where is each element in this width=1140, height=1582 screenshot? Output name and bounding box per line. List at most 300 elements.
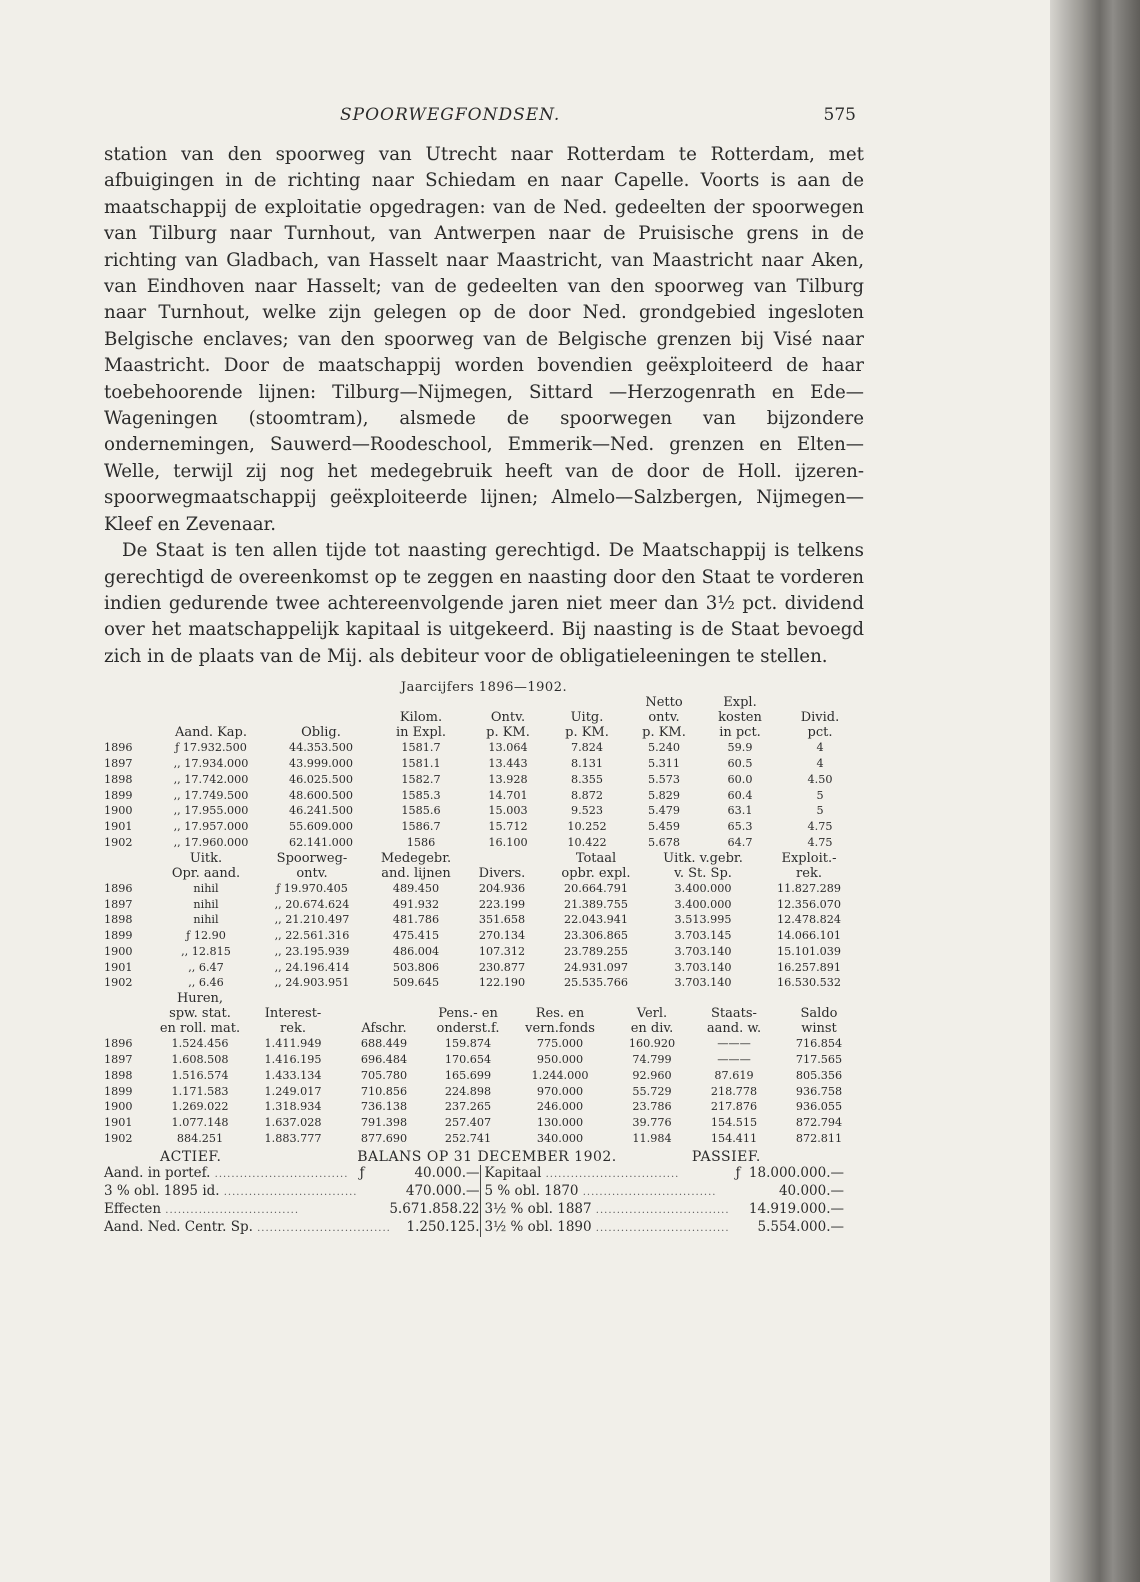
balance-left-title: ACTIEF. bbox=[160, 1148, 222, 1165]
header-cell: kosten bbox=[718, 710, 762, 726]
value-cell: 7.824 bbox=[570, 741, 604, 755]
value-cell: 1586 bbox=[406, 835, 436, 849]
table-row bbox=[104, 897, 864, 913]
table-row bbox=[104, 740, 864, 756]
value-cell: 4.75 bbox=[807, 835, 833, 849]
balance-liability-value: 5.554.000.— bbox=[757, 1219, 844, 1236]
table-row bbox=[104, 1115, 864, 1131]
value-cell: 13.928 bbox=[488, 772, 528, 786]
header-cell: Totaal bbox=[575, 850, 617, 866]
value-cell: 257.407 bbox=[444, 1116, 492, 1130]
balance-liability-label-text: 3½ % obl. 1887 bbox=[484, 1200, 592, 1217]
table-header-row bbox=[104, 991, 864, 1006]
value-cell: ,, 17.749.500 bbox=[173, 788, 249, 802]
value-cell: 65.3 bbox=[727, 820, 753, 834]
value-cell: 13.064 bbox=[488, 741, 528, 755]
value-cell: 46.025.500 bbox=[288, 772, 354, 786]
value-cell: 3.703.145 bbox=[674, 929, 732, 943]
value-cell: 230.877 bbox=[478, 960, 526, 974]
value-cell: 3.703.140 bbox=[674, 976, 732, 990]
header-cell: p. KM. bbox=[642, 725, 686, 741]
value-cell: ——— bbox=[717, 1053, 751, 1067]
value-cell: 340.000 bbox=[536, 1132, 584, 1146]
value-cell: 55.729 bbox=[632, 1084, 672, 1098]
value-cell: nihil bbox=[193, 881, 219, 895]
value-cell: 491.932 bbox=[392, 897, 440, 911]
value-cell: 710.856 bbox=[360, 1084, 408, 1098]
value-cell: ,, 24.196.414 bbox=[274, 960, 350, 974]
value-cell: 10.422 bbox=[567, 835, 607, 849]
page-number: 575 bbox=[823, 105, 856, 125]
header-cell: Netto bbox=[645, 695, 683, 711]
balance-liability-value: 14.919.000.— bbox=[748, 1201, 844, 1218]
year-cell: 1896 bbox=[104, 741, 133, 755]
balance-liability-label-text: 3½ % obl. 1890 bbox=[484, 1218, 592, 1235]
value-cell: 11.827.289 bbox=[776, 881, 842, 895]
table-row bbox=[104, 1099, 864, 1115]
value-cell: ,, 17.960.000 bbox=[173, 835, 249, 849]
header-cell: Uitk. v.gebr. bbox=[663, 850, 743, 866]
header-cell bbox=[156, 710, 266, 725]
header-cell bbox=[550, 695, 624, 710]
value-cell: 877.690 bbox=[360, 1132, 408, 1146]
header-cell: Afschr. bbox=[361, 1021, 407, 1037]
year-cell: 1902 bbox=[104, 835, 133, 849]
header-cell bbox=[776, 695, 864, 710]
table-annual-figures-3 bbox=[104, 991, 864, 1147]
value-cell: 351.658 bbox=[478, 913, 526, 927]
value-cell: ,, 6.46 bbox=[188, 976, 224, 990]
value-cell: 481.786 bbox=[392, 913, 440, 927]
value-cell: 25.535.766 bbox=[563, 976, 629, 990]
table-row bbox=[104, 756, 864, 772]
balance-asset-label bbox=[104, 1201, 354, 1219]
balance-asset-value: 40.000.— bbox=[414, 1165, 480, 1182]
value-cell: 15.101.039 bbox=[776, 944, 842, 958]
value-cell: 5.829 bbox=[647, 788, 681, 802]
value-cell: 1.171.583 bbox=[171, 1084, 229, 1098]
balance-asset-value: 470.000.— bbox=[405, 1183, 480, 1200]
value-cell: 107.312 bbox=[478, 944, 526, 958]
value-cell: 4 bbox=[816, 756, 824, 770]
header-cell: in Expl. bbox=[395, 725, 447, 741]
value-cell: 23.306.865 bbox=[563, 929, 629, 943]
value-cell: 63.1 bbox=[727, 804, 753, 818]
balance-sheet bbox=[104, 1165, 844, 1237]
header-cell: v. St. Sp. bbox=[674, 865, 732, 881]
year-cell: 1896 bbox=[104, 881, 133, 895]
balance-liability-label-text: 5 % obl. 1870 bbox=[484, 1182, 579, 1199]
value-cell: 486.004 bbox=[392, 944, 440, 958]
header-cell: Uitk. bbox=[189, 850, 223, 866]
year-cell: 1897 bbox=[104, 756, 133, 770]
header-cell bbox=[694, 991, 774, 1006]
year-cell: 1900 bbox=[104, 1100, 133, 1114]
header-cell bbox=[104, 695, 156, 710]
table-header-row bbox=[104, 1021, 864, 1036]
value-cell: 14.701 bbox=[488, 788, 528, 802]
value-cell: 705.780 bbox=[360, 1068, 408, 1082]
header-cell bbox=[104, 725, 156, 740]
running-header bbox=[104, 100, 864, 130]
value-cell: 805.356 bbox=[795, 1068, 843, 1082]
year-cell: 1898 bbox=[104, 772, 133, 786]
balance-asset-label-text: 3 % obl. 1895 id. bbox=[104, 1182, 220, 1199]
year-cell: 1898 bbox=[104, 1068, 133, 1082]
header-cell: rek. bbox=[280, 1021, 306, 1037]
table-row bbox=[104, 928, 864, 944]
book-page-edges bbox=[1050, 0, 1140, 1582]
header-cell: ontv. bbox=[296, 865, 328, 881]
table-annual-figures-2 bbox=[104, 851, 864, 992]
balance-asset-value: 1.250.125. bbox=[406, 1219, 480, 1236]
year-cell: 1902 bbox=[104, 1132, 133, 1146]
value-cell: ,, 23.195.939 bbox=[274, 944, 350, 958]
balance-liability-label bbox=[480, 1201, 730, 1219]
balance-asset-label bbox=[104, 1218, 391, 1237]
value-cell: ,, 22.561.316 bbox=[274, 929, 350, 943]
header-cell: Uitg. bbox=[570, 710, 604, 726]
value-cell: 1.608.508 bbox=[171, 1053, 229, 1067]
value-cell: ,, 17.934.000 bbox=[173, 756, 249, 770]
dot-leader: ................................ bbox=[578, 1186, 717, 1198]
table-header-row bbox=[104, 1006, 864, 1021]
dot-leader: ................................ bbox=[161, 1204, 300, 1216]
header-cell: Exploit.- bbox=[781, 850, 837, 866]
header-cell: Huren, bbox=[176, 991, 224, 1007]
value-cell: 872.811 bbox=[795, 1132, 843, 1146]
header-cell: Pens.- en bbox=[438, 1006, 498, 1022]
paragraph-2: De Staat is ten allen tijde tot naasting gerechtigd. De Maatschappij is telkens gerechtigd de overeenkomst op te zeggen en naasting door den Staat te vorderen indien gedurende twee achtereenvolgende jaren niet meer dan 3½ pct. dividend over het maatschappelijk kapitaal is uitgekeerd. Bij naasting is de Staat bevoegd zich in de plaats van de Mij. als debiteur voor de obligatieleeningen te stellen. bbox=[104, 540, 864, 667]
header-cell: Opr. aand. bbox=[171, 865, 241, 881]
value-cell: 5.459 bbox=[647, 820, 681, 834]
value-cell: 503.806 bbox=[392, 960, 440, 974]
value-cell: 936.758 bbox=[795, 1084, 843, 1098]
value-cell: 4.50 bbox=[807, 772, 833, 786]
value-cell: 1.433.134 bbox=[264, 1068, 322, 1082]
header-cell bbox=[610, 991, 694, 1006]
currency-symbol: ƒ bbox=[359, 1165, 365, 1182]
value-cell: 12.478.824 bbox=[776, 913, 842, 927]
table-row bbox=[104, 1052, 864, 1068]
header-cell bbox=[104, 991, 156, 1006]
header-cell: Res. en bbox=[535, 1006, 585, 1022]
value-cell: 936.055 bbox=[795, 1100, 843, 1114]
header-cell bbox=[104, 866, 156, 881]
table-row bbox=[104, 772, 864, 788]
value-cell: 5.311 bbox=[647, 756, 681, 770]
value-cell: 170.654 bbox=[444, 1053, 492, 1067]
dot-leader: ................................ bbox=[591, 1204, 730, 1216]
value-cell: 64.7 bbox=[727, 835, 753, 849]
value-cell: 3.513.995 bbox=[674, 913, 732, 927]
currency-symbol bbox=[730, 1183, 746, 1201]
value-cell: ,, 12.815 bbox=[181, 944, 231, 958]
value-cell: 59.9 bbox=[727, 741, 753, 755]
header-cell: Aand. Kap. bbox=[174, 725, 247, 741]
balance-row bbox=[104, 1165, 844, 1183]
dot-leader: ................................ bbox=[210, 1168, 349, 1180]
header-cell: Staats- bbox=[711, 1006, 757, 1022]
header-cell bbox=[464, 851, 540, 866]
year-cell: 1896 bbox=[104, 1037, 133, 1051]
table-annual-figures-1 bbox=[104, 695, 864, 851]
balance-liability-label bbox=[480, 1183, 730, 1201]
value-cell: ,, 24.903.951 bbox=[274, 976, 350, 990]
value-cell: 154.411 bbox=[710, 1132, 758, 1146]
value-cell: 9.523 bbox=[570, 804, 604, 818]
value-cell: 60.0 bbox=[727, 772, 753, 786]
balance-liability-value: 18.000.000.— bbox=[748, 1165, 844, 1182]
value-cell: 237.265 bbox=[444, 1100, 492, 1114]
table-row bbox=[104, 1084, 864, 1100]
value-cell: 3.400.000 bbox=[674, 897, 732, 911]
table-header-row bbox=[104, 725, 864, 740]
value-cell: 154.515 bbox=[710, 1116, 758, 1130]
table-row bbox=[104, 1068, 864, 1084]
value-cell: 11.984 bbox=[632, 1132, 672, 1146]
balance-liability-label bbox=[480, 1219, 730, 1237]
value-cell: 122.190 bbox=[478, 976, 526, 990]
header-cell: ontv. bbox=[648, 710, 680, 726]
balance-row bbox=[104, 1183, 844, 1201]
table-row bbox=[104, 788, 864, 804]
table-header-row bbox=[104, 851, 864, 866]
balance-liability-value: 40.000.— bbox=[778, 1183, 844, 1200]
header-cell bbox=[426, 991, 510, 1006]
balance-asset-value: 5.671.858.22 bbox=[389, 1201, 480, 1218]
value-cell: 696.484 bbox=[360, 1053, 408, 1067]
value-cell: 5 bbox=[816, 804, 824, 818]
value-cell: 1.318.934 bbox=[264, 1100, 322, 1114]
value-cell: 165.699 bbox=[444, 1068, 492, 1082]
value-cell: 5.479 bbox=[647, 804, 681, 818]
header-cell: aand. w. bbox=[706, 1021, 762, 1037]
header-cell bbox=[774, 991, 864, 1006]
value-cell: 716.854 bbox=[795, 1037, 843, 1051]
value-cell: 224.898 bbox=[444, 1084, 492, 1098]
value-cell: 1582.7 bbox=[401, 772, 441, 786]
value-cell: 16.100 bbox=[488, 835, 528, 849]
value-cell: 950.000 bbox=[536, 1053, 584, 1067]
header-cell: opbr. expl. bbox=[561, 865, 631, 881]
header-cell bbox=[342, 991, 426, 1006]
table-row bbox=[104, 803, 864, 819]
value-cell: 60.4 bbox=[727, 788, 753, 802]
value-cell: 3.703.140 bbox=[674, 944, 732, 958]
value-cell: 8.131 bbox=[570, 756, 604, 770]
value-cell: 3.400.000 bbox=[674, 881, 732, 895]
running-title: SPOORWEGFONDSEN. bbox=[340, 105, 561, 125]
value-cell: 4.75 bbox=[807, 820, 833, 834]
value-cell: 509.645 bbox=[392, 976, 440, 990]
value-cell: 24.931.097 bbox=[563, 960, 629, 974]
value-cell: ,, 20.674.624 bbox=[274, 897, 350, 911]
value-cell: 55.609.000 bbox=[288, 820, 354, 834]
header-cell bbox=[104, 851, 156, 866]
value-cell: 92.960 bbox=[632, 1068, 672, 1082]
value-cell: 22.043.941 bbox=[563, 913, 629, 927]
dot-leader: ................................ bbox=[541, 1168, 680, 1180]
value-cell: 1.249.017 bbox=[264, 1084, 322, 1098]
value-cell: ,, 17.955.000 bbox=[173, 804, 249, 818]
year-cell: 1901 bbox=[104, 960, 133, 974]
value-cell: 87.619 bbox=[714, 1068, 754, 1082]
value-cell: 8.355 bbox=[570, 772, 604, 786]
value-cell: ,, 6.47 bbox=[188, 960, 224, 974]
value-cell: 1586.7 bbox=[401, 820, 441, 834]
year-cell: 1902 bbox=[104, 976, 133, 990]
value-cell: 23.789.255 bbox=[563, 944, 629, 958]
value-cell: 1.416.195 bbox=[264, 1053, 322, 1067]
value-cell: 21.389.755 bbox=[563, 897, 629, 911]
value-cell: 15.003 bbox=[488, 804, 528, 818]
value-cell: 16.530.532 bbox=[776, 976, 842, 990]
year-cell: 1901 bbox=[104, 820, 133, 834]
value-cell: 39.776 bbox=[632, 1116, 672, 1130]
year-cell: 1897 bbox=[104, 1053, 133, 1067]
value-cell: 15.712 bbox=[488, 820, 528, 834]
header-cell: en div. bbox=[630, 1021, 674, 1037]
value-cell: nihil bbox=[193, 897, 219, 911]
currency-symbol bbox=[730, 1219, 746, 1237]
table-row bbox=[104, 960, 864, 976]
dot-leader: ................................ bbox=[219, 1186, 358, 1198]
value-cell: 1.524.456 bbox=[171, 1037, 229, 1051]
value-cell: 1581.7 bbox=[401, 741, 441, 755]
balance-row bbox=[104, 1201, 844, 1219]
table-header-row bbox=[104, 695, 864, 710]
value-cell: 4 bbox=[816, 741, 824, 755]
table-header-row bbox=[104, 866, 864, 881]
table-row bbox=[104, 819, 864, 835]
header-cell: onderst.f. bbox=[436, 1021, 500, 1037]
table-row bbox=[104, 975, 864, 991]
header-cell: Ontv. bbox=[490, 710, 526, 726]
header-cell: vern.fonds bbox=[525, 1021, 595, 1037]
document-page bbox=[104, 100, 864, 1237]
header-cell: Interest- bbox=[264, 1006, 322, 1022]
value-cell: 223.199 bbox=[478, 897, 526, 911]
value-cell: 1.077.148 bbox=[171, 1116, 229, 1130]
value-cell: 1.269.022 bbox=[171, 1100, 229, 1114]
body-text bbox=[104, 142, 864, 670]
year-cell: 1898 bbox=[104, 913, 133, 927]
balance-liability-label-text: Kapitaal bbox=[484, 1164, 542, 1181]
value-cell: ,, 17.742.000 bbox=[173, 772, 249, 786]
value-cell: 62.141.000 bbox=[288, 835, 354, 849]
value-cell: 1.411.949 bbox=[264, 1037, 322, 1051]
dot-leader: ................................ bbox=[591, 1222, 730, 1234]
value-cell: nihil bbox=[193, 913, 219, 927]
header-cell: Saldo bbox=[800, 1006, 838, 1022]
value-cell: 475.415 bbox=[392, 929, 440, 943]
value-cell: 44.353.500 bbox=[288, 741, 354, 755]
header-cell: Spoorweg- bbox=[276, 850, 348, 866]
value-cell: 5.240 bbox=[647, 741, 681, 755]
value-cell: ——— bbox=[717, 1037, 751, 1051]
value-cell: 5 bbox=[816, 788, 824, 802]
paragraph-1: station van den spoorweg van Utrecht naar Rotterdam te Rotterdam, met afbuigingen in de richting naar Schiedam en naar Capelle. Voorts is aan de maatschappij de exploitatie opgedragen: van de Ned. gedeelten der spoorwegen van Tilburg naar Turnhout, van Antwerpen naar de Pruisische grens in de richting van Gladbach, van Hasselt naar Maastricht, van Maastricht naar Aken, van Eindhoven naar Hasselt; van de gedeelten van den spoorweg van Tilburg naar Turnhout, welke zijn gelegen op de door Ned. grondgebied ingesloten Belgische enclaves; van den spoorweg van de Belgische grenzen bij Visé naar Maastricht. Door de maatschappij worden bovendien geëxploiteerd de haar toebehoorende lijnen: Tilburg—Nijmegen, Sittard —Herzogenrath en Ede—Wageningen (stoomtram), alsmede de spoorwegen van bijzondere ondernemingen, Sauwerd—Roodeschool, Emmerik—Ned. grenzen en Elten—Welle, terwijl zij nog het medegebruik heeft van de door de Holl. ijzeren-spoorwegmaatschappij geëxploiteerde lijnen; Almelo—Salzbergen, Nijmegen—Kleef en Zevenaar. bbox=[104, 144, 864, 535]
value-cell: 46.241.500 bbox=[288, 804, 354, 818]
header-cell: p. KM. bbox=[486, 725, 530, 741]
currency-symbol bbox=[354, 1201, 370, 1219]
value-cell: 14.066.101 bbox=[776, 929, 842, 943]
balance-row bbox=[104, 1219, 844, 1237]
header-cell bbox=[376, 695, 466, 710]
value-cell: 1585.3 bbox=[401, 788, 441, 802]
balance-heading bbox=[104, 1149, 864, 1165]
header-cell bbox=[510, 991, 610, 1006]
header-cell bbox=[244, 991, 342, 1006]
header-cell bbox=[104, 710, 156, 725]
header-cell: winst bbox=[801, 1021, 837, 1037]
value-cell: 16.257.891 bbox=[776, 960, 842, 974]
value-cell: ƒ 12.90 bbox=[186, 929, 226, 943]
year-cell: 1899 bbox=[104, 788, 133, 802]
value-cell: 5.678 bbox=[647, 835, 681, 849]
header-cell: in pct. bbox=[719, 725, 761, 741]
value-cell: ƒ 17.932.500 bbox=[175, 741, 247, 755]
year-cell: 1901 bbox=[104, 1116, 133, 1130]
value-cell: 43.999.000 bbox=[288, 756, 354, 770]
value-cell: ƒ 19.970.405 bbox=[276, 881, 348, 895]
value-cell: 5.573 bbox=[647, 772, 681, 786]
value-cell: 775.000 bbox=[536, 1037, 584, 1051]
year-cell: 1899 bbox=[104, 929, 133, 943]
value-cell: 74.799 bbox=[632, 1053, 672, 1067]
currency-symbol: ƒ bbox=[735, 1165, 741, 1182]
header-cell bbox=[156, 695, 266, 710]
value-cell: 218.778 bbox=[710, 1084, 758, 1098]
balance-asset-label-text: Effecten bbox=[104, 1200, 162, 1217]
currency-symbol bbox=[730, 1201, 746, 1219]
header-cell: and. lijnen bbox=[381, 865, 451, 881]
value-cell: 884.251 bbox=[176, 1132, 224, 1146]
header-cell bbox=[104, 1006, 156, 1021]
header-cell bbox=[342, 1006, 426, 1021]
header-cell: Kilom. bbox=[399, 710, 443, 726]
balance-asset-label-text: Aand. Ned. Centr. Sp. bbox=[104, 1218, 253, 1235]
value-cell: 1.637.028 bbox=[264, 1116, 322, 1130]
value-cell: 252.741 bbox=[444, 1132, 492, 1146]
value-cell: ,, 21.210.497 bbox=[274, 913, 350, 927]
value-cell: 217.876 bbox=[710, 1100, 758, 1114]
value-cell: 736.138 bbox=[360, 1100, 408, 1114]
value-cell: 688.449 bbox=[360, 1037, 408, 1051]
value-cell: 130.000 bbox=[536, 1116, 584, 1130]
value-cell: 10.252 bbox=[567, 820, 607, 834]
value-cell: 1.244.000 bbox=[531, 1068, 589, 1082]
balance-asset-label-text: Aand. in portef. bbox=[104, 1164, 211, 1181]
value-cell: 717.565 bbox=[795, 1053, 843, 1067]
header-cell: Medegebr. bbox=[380, 850, 452, 866]
header-cell: Verl. bbox=[636, 1006, 668, 1022]
balance-liability-label bbox=[480, 1165, 730, 1183]
header-cell bbox=[266, 710, 376, 725]
table-header-row bbox=[104, 710, 864, 725]
value-cell: ,, 17.957.000 bbox=[173, 820, 249, 834]
value-cell: 872.794 bbox=[795, 1116, 843, 1130]
table-row bbox=[104, 835, 864, 851]
value-cell: 8.872 bbox=[570, 788, 604, 802]
value-cell: 60.5 bbox=[727, 756, 753, 770]
year-cell: 1897 bbox=[104, 897, 133, 911]
header-cell: Divid. bbox=[800, 710, 840, 726]
table-row bbox=[104, 912, 864, 928]
header-cell: Divers. bbox=[478, 865, 526, 881]
value-cell: 970.000 bbox=[536, 1084, 584, 1098]
